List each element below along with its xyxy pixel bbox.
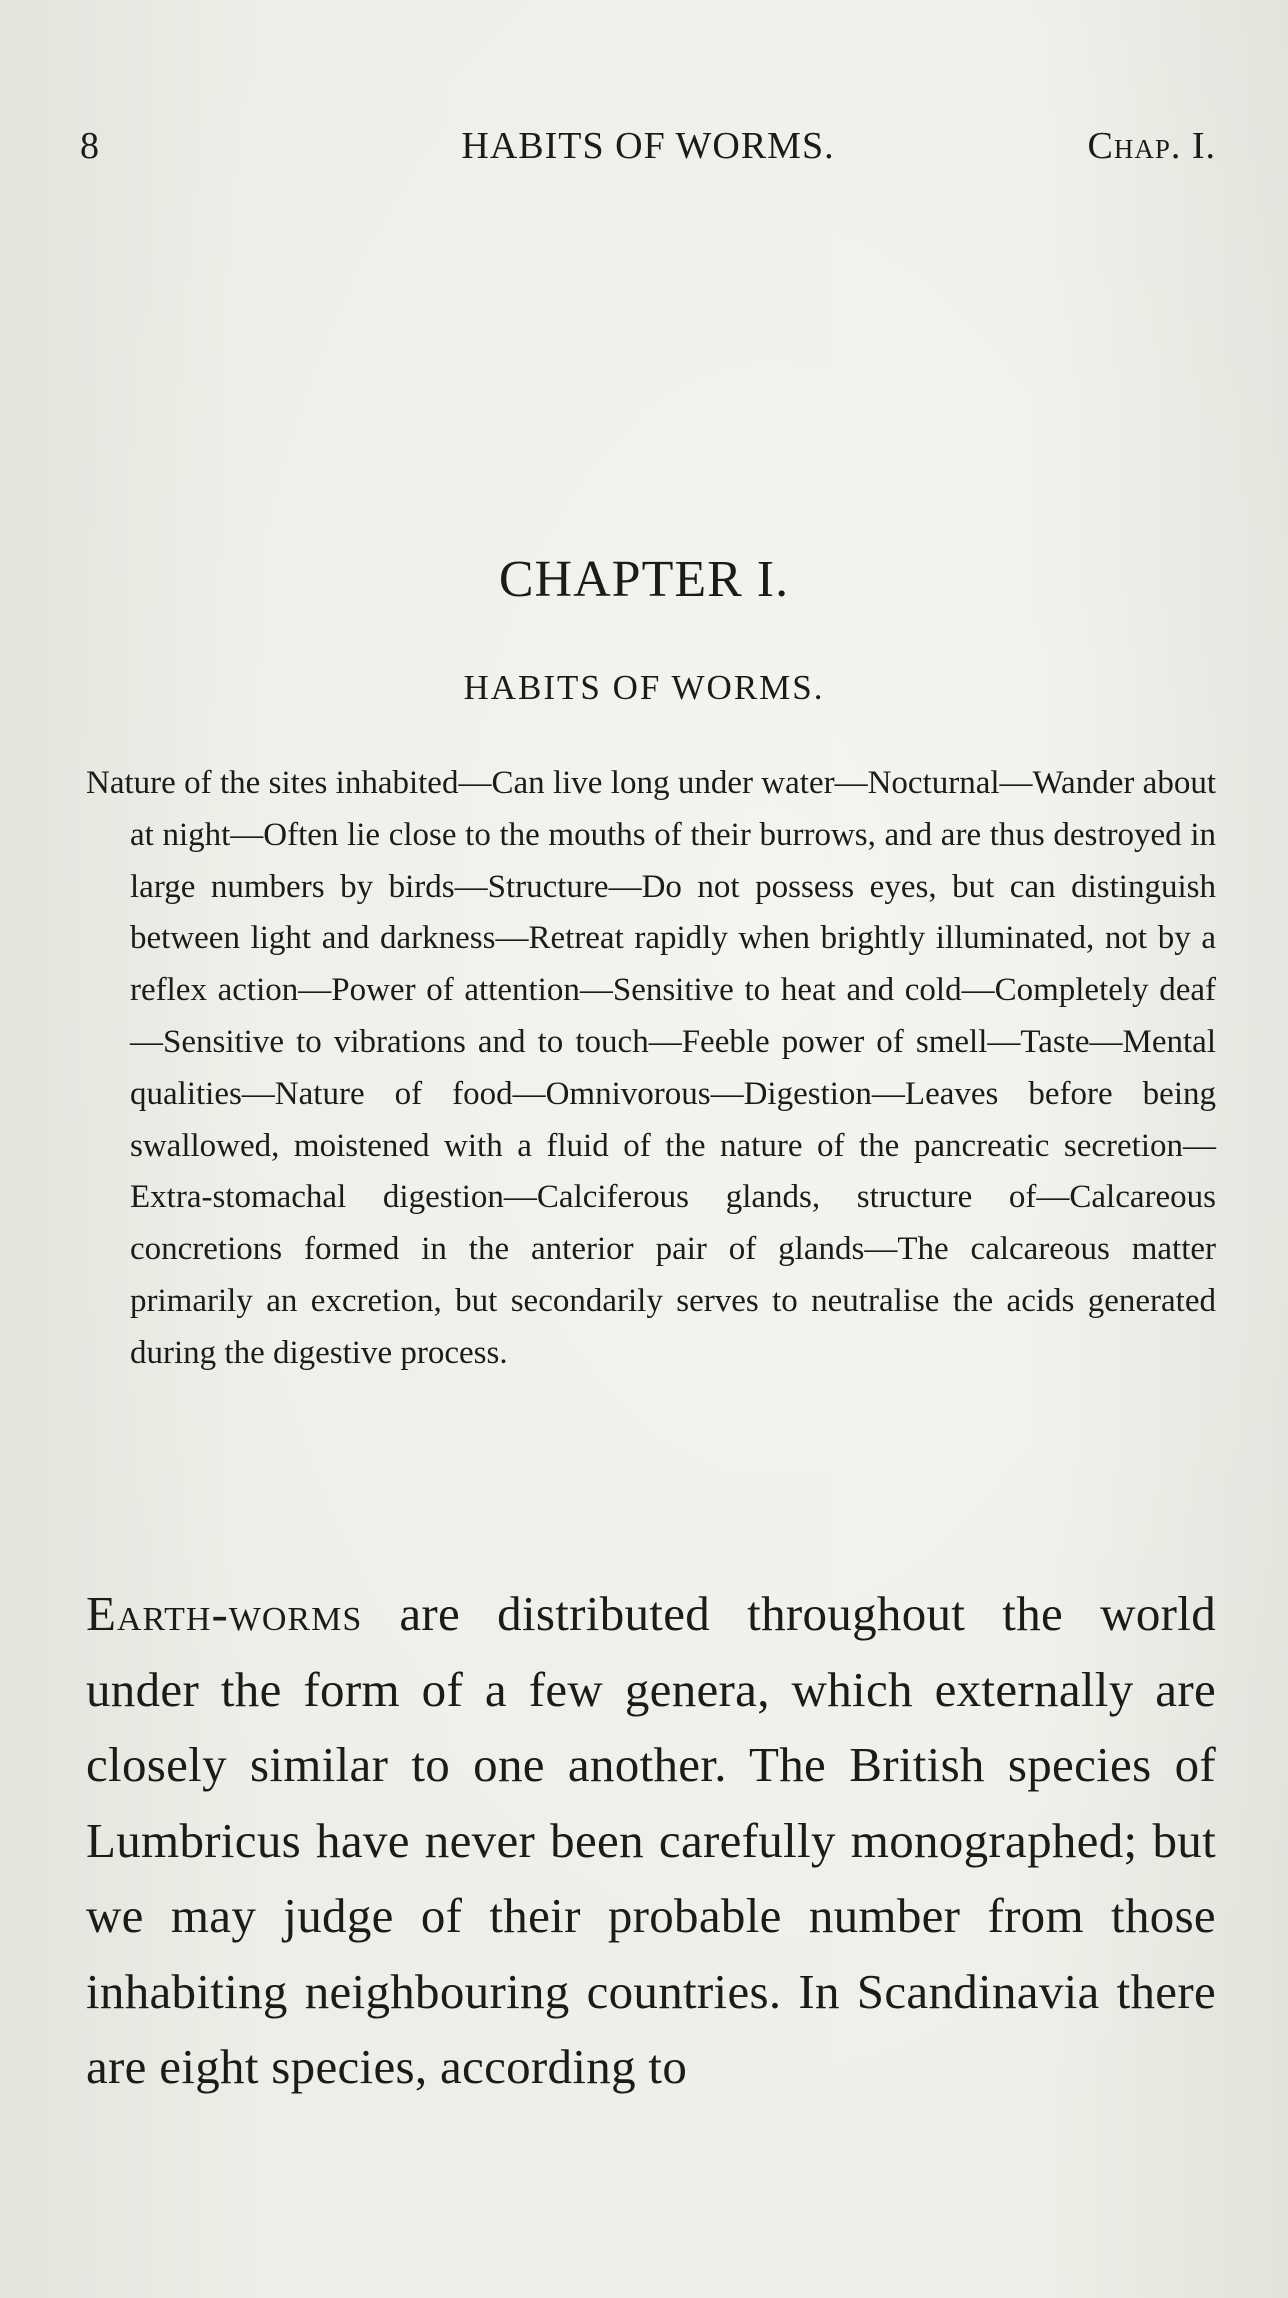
paragraph-lead-in: Earth-worms xyxy=(86,1586,363,1641)
chapter-heading: CHAPTER I. xyxy=(498,551,790,608)
chapter-subheading: HABITS OF WORMS. xyxy=(463,668,825,707)
running-header xyxy=(80,124,1216,174)
body-paragraph xyxy=(86,1576,1216,2105)
page-number: 8 xyxy=(80,125,100,167)
paragraph-text: are distributed throughout the world under the form of a few genera, which externally are closely similar to one another. The British species of Lumbricus have never been carefully monographed; but we may judge of their probable number from those inhabiting neighbouring countries. In Scandinavia there are eight species, according to xyxy=(86,1586,1216,2094)
running-title: HABITS OF WORMS. xyxy=(461,125,835,167)
chapter-synopsis: Nature of the sites inhabited—Can live long under water—Nocturnal—Wander about at night—Often lie close to the mouths of their burrows, and are thus destroyed in large numbers by birds—Structure—Do not possess eyes, but can distinguish between light and darkness—Retreat rapidly when brightly illuminated, not by a reflex action—Power of attention—Sensitive to heat and cold—Completely deaf—Sensitive to vibrations and to touch—Feeble power of smell—Taste—Mental qualities—Nature of food—Omnivorous—Digestion—Leaves before being swallowed, moistened with a fluid of the nature of the pancreatic secretion—Extra-stomachal digestion—Calciferous glands, structure of—Calcareous concretions formed in the anterior pair of glands—The calcareous matter primarily an excretion, but secondarily serves to neutralise the acids generated during the digestive process. xyxy=(86,765,1216,1371)
chapter-reference: Chap. I. xyxy=(1087,125,1216,167)
